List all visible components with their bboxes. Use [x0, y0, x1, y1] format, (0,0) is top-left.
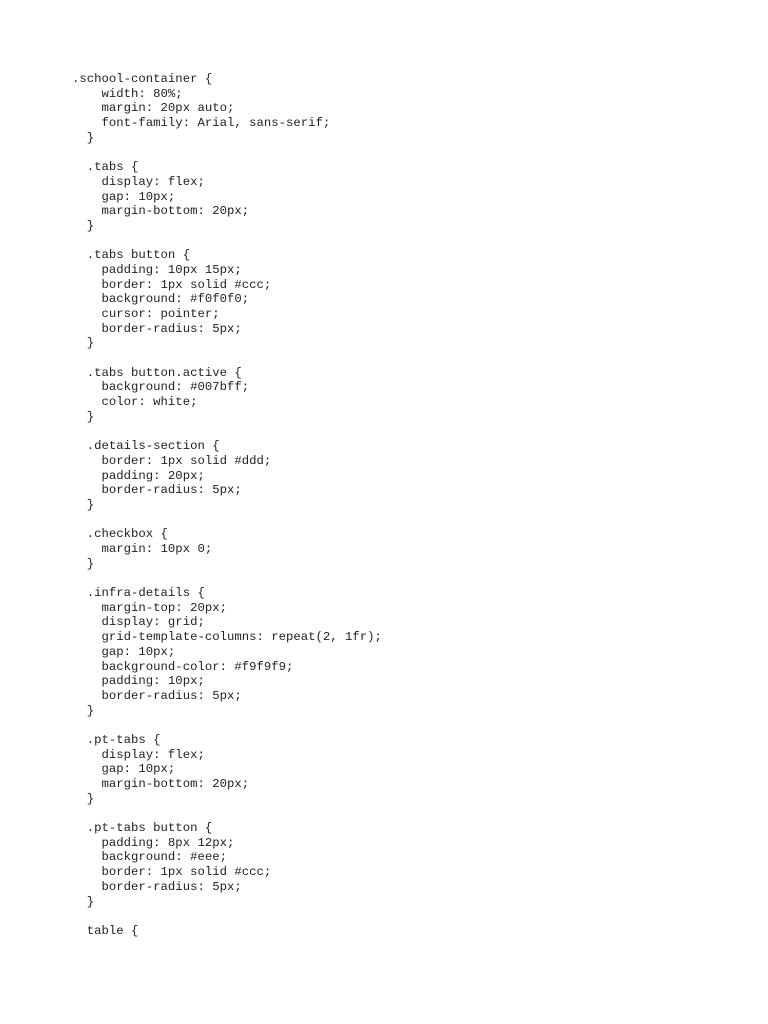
code-line: .infra-details { [72, 586, 205, 601]
code-line: } [72, 556, 95, 571]
code-line: .tabs button.active { [72, 365, 242, 380]
code-line: margin: 20px auto; [72, 101, 235, 116]
code-line: display: flex; [72, 174, 205, 189]
code-line: color: white; [72, 395, 198, 410]
code-line: border: 1px solid #ccc; [72, 277, 272, 292]
code-line: background: #eee; [72, 850, 227, 865]
code-line: .school-container { [72, 72, 213, 86]
code-line [72, 351, 382, 366]
code-line: } [72, 336, 95, 351]
code-line: .tabs { [72, 160, 139, 175]
code-line: padding: 10px; [72, 674, 205, 689]
code-line: gap: 10px; [72, 644, 176, 659]
code-line: border-radius: 5px; [72, 688, 242, 703]
code-line [72, 806, 382, 821]
code-line: padding: 8px 12px; [72, 835, 235, 850]
code-line: display: grid; [72, 615, 205, 630]
code-line [72, 571, 382, 586]
code-line [72, 513, 382, 528]
code-line [72, 234, 382, 249]
code-line: margin-bottom: 20px; [72, 204, 250, 219]
code-line [72, 425, 382, 440]
code-line: background: #f0f0f0; [72, 292, 250, 307]
code-line: background-color: #f9f9f9; [72, 659, 294, 674]
code-line: } [72, 703, 95, 718]
code-line: .pt-tabs { [72, 732, 161, 747]
code-line: } [72, 409, 95, 424]
code-line: border: 1px solid #ccc; [72, 865, 272, 880]
code-line: grid-template-columns: repeat(2, 1fr); [72, 630, 382, 645]
code-line: display: flex; [72, 747, 205, 762]
code-line: margin-bottom: 20px; [72, 777, 250, 791]
code-line: .checkbox { [72, 527, 168, 542]
code-line: } [72, 791, 95, 806]
code-line: margin: 10px 0; [72, 542, 213, 556]
code-line: border: 1px solid #ddd; [72, 453, 272, 468]
code-line: } [72, 497, 95, 512]
code-line: border-radius: 5px; [72, 321, 242, 336]
code-line: border-radius: 5px; [72, 879, 242, 894]
code-line: .tabs button { [72, 248, 191, 263]
code-line: } [72, 130, 95, 145]
code-line: cursor: pointer; [72, 307, 220, 321]
code-line: .pt-tabs button { [72, 821, 213, 836]
code-line: font-family: Arial, sans-serif; [72, 116, 331, 131]
code-line: padding: 20px; [72, 468, 205, 483]
code-line: gap: 10px; [72, 762, 176, 777]
code-line: } [72, 894, 95, 909]
code-line [72, 718, 382, 733]
code-line: border-radius: 5px; [72, 483, 242, 498]
code-line: .details-section { [72, 439, 220, 454]
code-line [72, 909, 382, 924]
css-code-block [72, 72, 382, 939]
code-line: margin-top: 20px; [72, 600, 227, 615]
code-line [72, 145, 382, 160]
code-line: } [72, 218, 95, 233]
code-line: padding: 10px 15px; [72, 262, 242, 277]
code-line: gap: 10px; [72, 189, 176, 204]
code-line: width: 80%; [72, 86, 183, 101]
code-line: table { [72, 923, 139, 938]
code-line: background: #007bff; [72, 380, 250, 395]
